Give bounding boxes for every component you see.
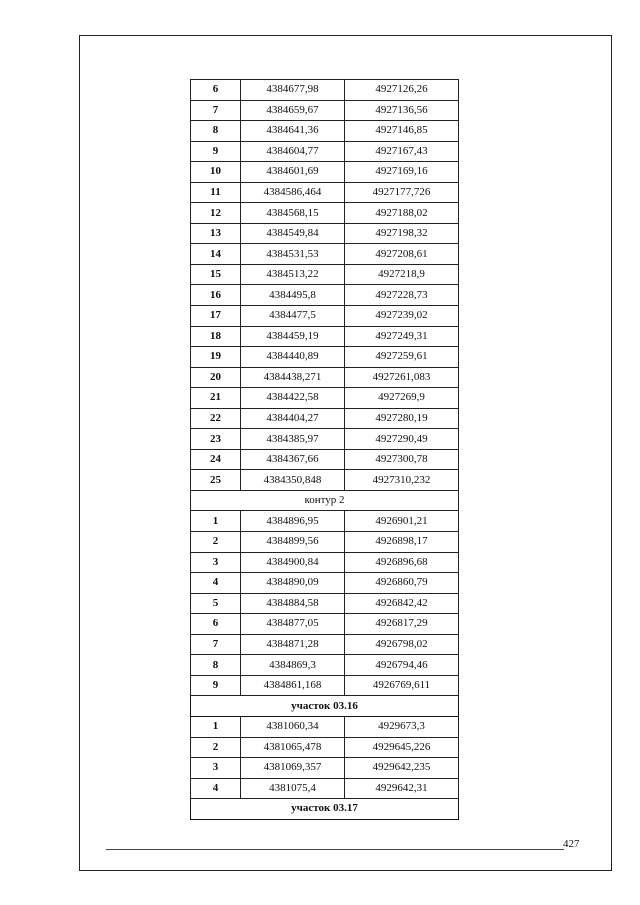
- coordinate-y-cell: 4926794,46: [345, 655, 459, 676]
- point-number-cell: 16: [191, 285, 241, 306]
- table-row: [191, 80, 459, 101]
- point-number-cell: 17: [191, 306, 241, 327]
- coordinate-x-cell: 4384861,168: [241, 675, 345, 696]
- contour-header-row: [191, 490, 459, 511]
- coordinate-x-cell: 4384422,58: [241, 388, 345, 409]
- section-label: участок 03.16: [191, 696, 459, 717]
- coordinate-x-cell: 4384869,3: [241, 655, 345, 676]
- table-row: [191, 758, 459, 779]
- coordinate-y-cell: 4929673,3: [345, 716, 459, 737]
- point-number-cell: 15: [191, 264, 241, 285]
- table-row: [191, 100, 459, 121]
- coordinate-x-cell: 4381069,357: [241, 758, 345, 779]
- table-row: [191, 429, 459, 450]
- coordinate-x-cell: 4384896,95: [241, 511, 345, 532]
- coordinate-y-cell: 4927218,9: [345, 264, 459, 285]
- coordinate-x-cell: 4384900,84: [241, 552, 345, 573]
- coordinate-y-cell: 4926901,21: [345, 511, 459, 532]
- point-number-cell: 20: [191, 367, 241, 388]
- coordinate-x-cell: 4384440,89: [241, 347, 345, 368]
- table-row: [191, 162, 459, 183]
- table-row: [191, 367, 459, 388]
- coordinate-x-cell: 4384899,56: [241, 532, 345, 553]
- coordinate-x-cell: 4384871,28: [241, 634, 345, 655]
- coordinate-x-cell: 4381060,34: [241, 716, 345, 737]
- table-row: [191, 614, 459, 635]
- point-number-cell: 8: [191, 655, 241, 676]
- point-number-cell: 7: [191, 634, 241, 655]
- coordinate-x-cell: 4381065,478: [241, 737, 345, 758]
- table-row: [191, 593, 459, 614]
- point-number-cell: 6: [191, 614, 241, 635]
- point-number-cell: 19: [191, 347, 241, 368]
- point-number-cell: 4: [191, 778, 241, 799]
- table-row: [191, 244, 459, 265]
- point-number-cell: 2: [191, 532, 241, 553]
- coordinate-x-cell: 4384641,36: [241, 121, 345, 142]
- coordinate-y-cell: 4927239,02: [345, 306, 459, 327]
- coordinate-y-cell: 4927290,49: [345, 429, 459, 450]
- point-number-cell: 3: [191, 758, 241, 779]
- table-row: [191, 470, 459, 491]
- table-row: [191, 511, 459, 532]
- coordinate-y-cell: 4927208,61: [345, 244, 459, 265]
- coordinate-x-cell: 4384586,464: [241, 182, 345, 203]
- table-row: [191, 449, 459, 470]
- coordinate-x-cell: 4384438,271: [241, 367, 345, 388]
- coordinate-x-cell: 4384459,19: [241, 326, 345, 347]
- point-number-cell: 9: [191, 141, 241, 162]
- coordinate-x-cell: 4384877,05: [241, 614, 345, 635]
- coordinate-x-cell: 4384477,5: [241, 306, 345, 327]
- coordinate-y-cell: 4927136,56: [345, 100, 459, 121]
- table-row: [191, 182, 459, 203]
- table-row: [191, 264, 459, 285]
- coordinate-y-cell: 4926817,29: [345, 614, 459, 635]
- page-number: 427: [563, 838, 580, 850]
- coordinate-y-cell: 4929642,235: [345, 758, 459, 779]
- point-number-cell: 14: [191, 244, 241, 265]
- coordinate-y-cell: 4927259,61: [345, 347, 459, 368]
- point-number-cell: 4: [191, 573, 241, 594]
- table-row: [191, 778, 459, 799]
- coordinate-x-cell: 4384677,98: [241, 80, 345, 101]
- point-number-cell: 24: [191, 449, 241, 470]
- point-number-cell: 5: [191, 593, 241, 614]
- table-row: [191, 121, 459, 142]
- coordinate-x-cell: 4384404,27: [241, 408, 345, 429]
- point-number-cell: 18: [191, 326, 241, 347]
- point-number-cell: 23: [191, 429, 241, 450]
- point-number-cell: 7: [191, 100, 241, 121]
- table-row: [191, 203, 459, 224]
- coordinate-y-cell: 4927177,726: [345, 182, 459, 203]
- point-number-cell: 13: [191, 223, 241, 244]
- footer-rule: [106, 849, 564, 850]
- coordinate-x-cell: 4384385,97: [241, 429, 345, 450]
- table-row: [191, 388, 459, 409]
- point-number-cell: 11: [191, 182, 241, 203]
- coordinate-y-cell: 4926769,611: [345, 675, 459, 696]
- table-row: [191, 716, 459, 737]
- table-row: [191, 737, 459, 758]
- coordinate-y-cell: 4929645,226: [345, 737, 459, 758]
- coordinate-y-cell: 4927249,31: [345, 326, 459, 347]
- point-number-cell: 21: [191, 388, 241, 409]
- coordinate-x-cell: 4384884,58: [241, 593, 345, 614]
- coordinate-y-cell: 4927198,32: [345, 223, 459, 244]
- coordinate-y-cell: 4926896,68: [345, 552, 459, 573]
- coordinate-x-cell: 4384531,53: [241, 244, 345, 265]
- coordinate-y-cell: 4927126,26: [345, 80, 459, 101]
- table-row: [191, 655, 459, 676]
- coordinate-y-cell: 4927261,083: [345, 367, 459, 388]
- table-row: [191, 675, 459, 696]
- point-number-cell: 9: [191, 675, 241, 696]
- coordinate-y-cell: 4927169,16: [345, 162, 459, 183]
- coordinate-y-cell: 4927188,02: [345, 203, 459, 224]
- point-number-cell: 1: [191, 716, 241, 737]
- table-row: [191, 285, 459, 306]
- point-number-cell: 8: [191, 121, 241, 142]
- coordinate-x-cell: 4384659,67: [241, 100, 345, 121]
- section-header-row: [191, 799, 459, 820]
- coordinate-x-cell: 4384513,22: [241, 264, 345, 285]
- coordinate-y-cell: 4926898,17: [345, 532, 459, 553]
- coordinate-y-cell: 4926860,79: [345, 573, 459, 594]
- table-row: [191, 141, 459, 162]
- table-row: [191, 552, 459, 573]
- point-number-cell: 1: [191, 511, 241, 532]
- coordinate-y-cell: 4926798,02: [345, 634, 459, 655]
- coordinate-y-cell: 4927146,85: [345, 121, 459, 142]
- coordinate-x-cell: 4384890,09: [241, 573, 345, 594]
- coordinate-y-cell: 4929642,31: [345, 778, 459, 799]
- coordinate-y-cell: 4927167,43: [345, 141, 459, 162]
- table-row: [191, 532, 459, 553]
- coordinate-x-cell: 4384367,66: [241, 449, 345, 470]
- coordinate-y-cell: 4926842,42: [345, 593, 459, 614]
- point-number-cell: 6: [191, 80, 241, 101]
- coordinates-table-body: [191, 80, 459, 820]
- point-number-cell: 12: [191, 203, 241, 224]
- coordinate-y-cell: 4927310,232: [345, 470, 459, 491]
- coordinate-x-cell: 4384568,15: [241, 203, 345, 224]
- table-row: [191, 306, 459, 327]
- table-row: [191, 634, 459, 655]
- contour-label: контур 2: [191, 490, 459, 511]
- section-header-row: [191, 696, 459, 717]
- table-row: [191, 347, 459, 368]
- coordinate-x-cell: 4384350,848: [241, 470, 345, 491]
- table-row: [191, 326, 459, 347]
- coordinate-x-cell: 4381075,4: [241, 778, 345, 799]
- section-label: участок 03.17: [191, 799, 459, 820]
- coordinate-x-cell: 4384604,77: [241, 141, 345, 162]
- point-number-cell: 2: [191, 737, 241, 758]
- coordinate-y-cell: 4927280,19: [345, 408, 459, 429]
- point-number-cell: 25: [191, 470, 241, 491]
- table-row: [191, 408, 459, 429]
- table-row: [191, 573, 459, 594]
- table-row: [191, 223, 459, 244]
- point-number-cell: 22: [191, 408, 241, 429]
- coordinate-x-cell: 4384601,69: [241, 162, 345, 183]
- coordinate-y-cell: 4927228,73: [345, 285, 459, 306]
- point-number-cell: 3: [191, 552, 241, 573]
- coordinate-x-cell: 4384495,8: [241, 285, 345, 306]
- coordinate-y-cell: 4927269,9: [345, 388, 459, 409]
- coordinate-y-cell: 4927300,78: [345, 449, 459, 470]
- point-number-cell: 10: [191, 162, 241, 183]
- coordinate-x-cell: 4384549,84: [241, 223, 345, 244]
- coordinates-table: [190, 79, 459, 820]
